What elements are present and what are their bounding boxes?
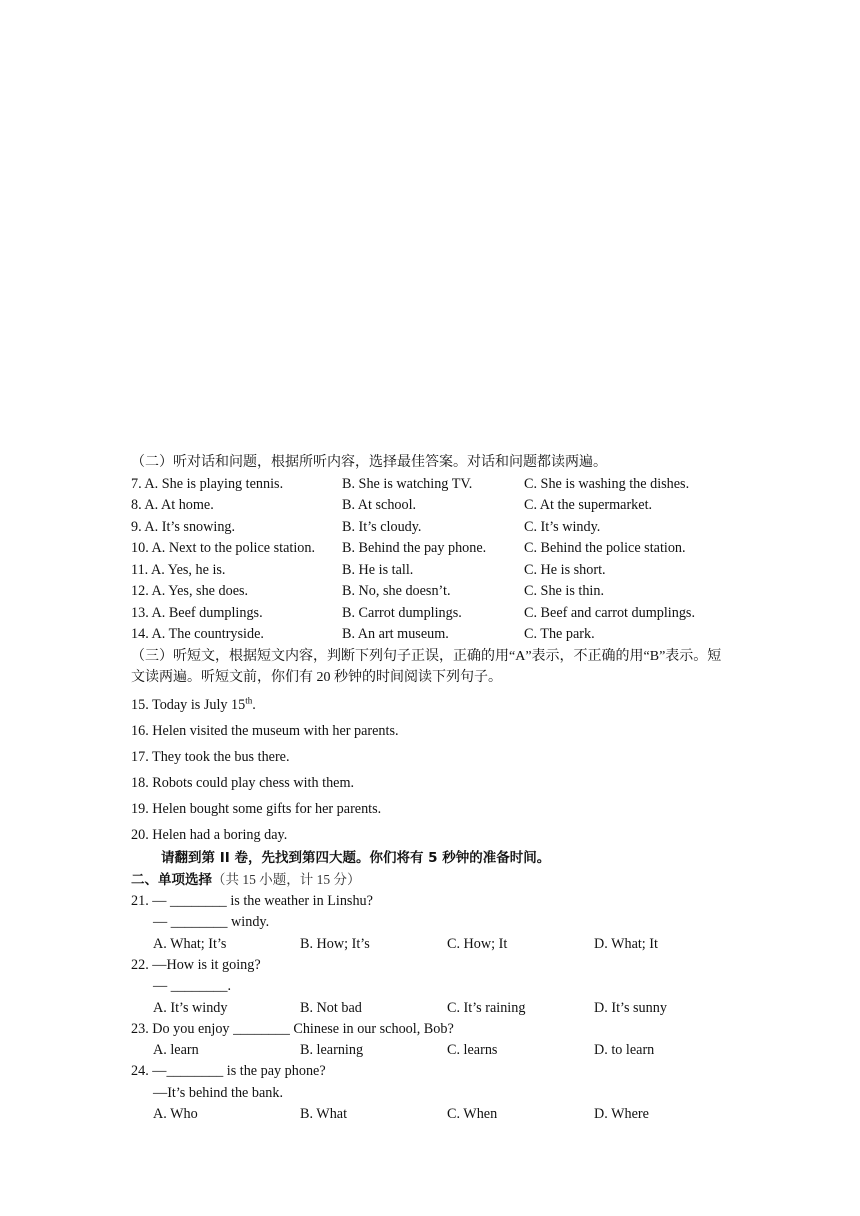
- option-a: A. learn: [153, 1042, 199, 1058]
- question-stem: 22. —How is it going?: [131, 956, 261, 973]
- option-a: 14. A. The countryside.: [131, 626, 264, 642]
- option-a: 13. A. Beef dumplings.: [131, 604, 263, 621]
- question-row: [131, 624, 741, 646]
- option-c: C. She is washing the dishes.: [524, 475, 690, 492]
- question-stem: 21. — ________ is the weather in Linshu?: [131, 892, 373, 909]
- question-row: [131, 538, 741, 560]
- option-c: C. Behind the police station.: [524, 540, 686, 556]
- section-title: [131, 869, 741, 891]
- option-c: C. Beef and carrot dumplings.: [524, 604, 695, 621]
- option-a: A. It’s windy: [153, 999, 228, 1016]
- question-stem: 23. Do you enjoy ________ Chinese in our school, Bob?: [131, 1020, 454, 1037]
- option-c: C. The park.: [524, 626, 595, 642]
- question-row: [131, 474, 741, 496]
- option-b: B. No, she doesn’t.: [342, 583, 451, 599]
- true-false-item: [131, 692, 741, 718]
- question-stem: — ________.: [153, 978, 232, 994]
- option-c: C. It’s raining: [447, 999, 526, 1016]
- option-b: B. Not bad: [300, 999, 362, 1016]
- q15-text: 15. Today is July 15: [131, 696, 246, 713]
- option-b: B. An art museum.: [342, 626, 449, 642]
- options-row: [131, 998, 741, 1019]
- option-a: 12. A. Yes, she does.: [131, 583, 249, 599]
- question-row: [131, 517, 741, 539]
- question-row: [131, 603, 741, 625]
- option-c: C. She is thin.: [524, 583, 605, 599]
- exam-content: [131, 452, 741, 1125]
- question-stem: 24. —________ is the pay phone?: [131, 1063, 326, 1079]
- option-a: A. What; It’s: [153, 935, 227, 952]
- options-row: [131, 1104, 741, 1125]
- option-a: 8. A. At home.: [131, 497, 214, 513]
- instruction-line: 请翻到第 II 卷，先找到第四大题。你们将有 5 秒钟的准备时间。: [161, 849, 551, 866]
- option-a: 10. A. Next to the police station.: [131, 540, 316, 556]
- option-b: B. It’s cloudy.: [342, 518, 422, 535]
- option-d: D. It’s sunny: [594, 999, 667, 1016]
- part2-header: （二）听对话和问题，根据所听内容，选择最佳答案。对话和问题都读两遍。: [131, 455, 607, 470]
- options-row: [131, 934, 741, 955]
- option-d: D. What; It: [594, 935, 658, 952]
- option-a: 7. A. She is playing tennis.: [131, 475, 284, 492]
- section-title-text: 二、单项选择: [131, 872, 212, 888]
- option-a: 11. A. Yes, he is.: [131, 561, 226, 578]
- option-c: C. When: [447, 1106, 498, 1122]
- option-b: B. Carrot dumplings.: [342, 604, 462, 621]
- option-b: B. She is watching TV.: [342, 475, 473, 492]
- option-b: B. What: [300, 1106, 348, 1122]
- option-c: C. learns: [447, 1042, 498, 1058]
- q15-end: .: [252, 696, 256, 713]
- option-b: B. How; It’s: [300, 935, 370, 952]
- option-d: D. Where: [594, 1106, 649, 1122]
- option-c: C. He is short.: [524, 561, 606, 578]
- option-c: C. How; It: [447, 935, 508, 952]
- question-row: [131, 581, 741, 603]
- question-stem: — ________ windy.: [153, 914, 270, 930]
- true-false-item: 19. Helen bought some gifts for her parents.: [131, 800, 382, 817]
- option-c: C. It’s windy.: [524, 518, 601, 535]
- question-row: [131, 560, 741, 582]
- options-row: [131, 1040, 741, 1061]
- option-a: 9. A. It’s snowing.: [131, 518, 236, 535]
- true-false-item: 18. Robots could play chess with them.: [131, 774, 355, 791]
- option-d: D. to learn: [594, 1042, 655, 1058]
- true-false-item: 20. Helen had a boring day.: [131, 826, 288, 843]
- option-b: B. Behind the pay phone.: [342, 540, 487, 556]
- q15-superscript: th: [245, 694, 253, 705]
- part3-header: （三）听短文，根据短文内容，判断下列句子正误，正确的用“A”表示，不正确的用“B”表示。短文读两遍。听短文前，你们有 20 秒钟的时间阅读下列句子。: [131, 648, 722, 685]
- option-c: C. At the supermarket.: [524, 497, 653, 513]
- question-stem: —It’s behind the bank.: [153, 1084, 284, 1101]
- question-row: [131, 495, 741, 517]
- option-b: B. learning: [300, 1042, 364, 1058]
- true-false-item: 16. Helen visited the museum with her parents.: [131, 722, 399, 739]
- option-b: B. He is tall.: [342, 561, 414, 578]
- option-b: B. At school.: [342, 497, 417, 513]
- section-note: （共 15 小题，计 15 分）: [212, 872, 361, 887]
- true-false-item: 17. They took the bus there.: [131, 748, 290, 765]
- option-a: A. Who: [153, 1106, 198, 1122]
